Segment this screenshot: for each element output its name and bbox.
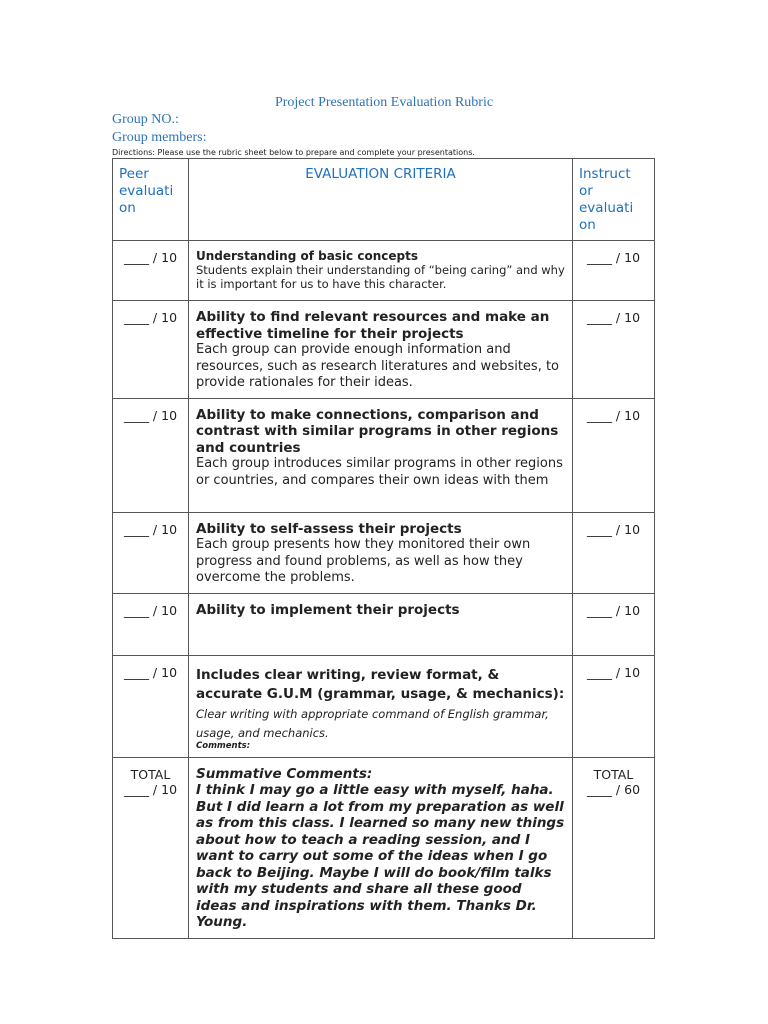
instructor-score: ____ / 10	[573, 655, 655, 757]
instructor-score: ____ / 10	[573, 512, 655, 593]
criterion-description: Clear writing with appropriate command of English grammar, usage, and mechanics.	[196, 706, 549, 740]
group-number-label: Group NO.:	[112, 112, 179, 127]
criterion-cell	[189, 512, 573, 593]
table-row	[113, 398, 655, 512]
group-members-label: Group members:	[112, 130, 207, 145]
document-title: Project Presentation Evaluation Rubric	[274, 95, 494, 110]
criterion-description: Students explain their understanding of “being caring” and why it is important for us to have this character.	[196, 263, 565, 291]
peer-total-score: ____ / 10	[123, 781, 178, 797]
criterion-heading: Understanding of basic concepts	[196, 249, 418, 263]
table-row	[113, 655, 655, 757]
peer-score: ____ / 10	[113, 301, 189, 399]
peer-score: ____ / 10	[113, 593, 189, 655]
peer-score: ____ / 10	[113, 398, 189, 512]
peer-total-cell	[113, 757, 189, 938]
header-row	[113, 159, 655, 241]
criterion-heading: Ability to make connections, comparison and contrast with similar programs in other regions and countries	[196, 406, 559, 456]
criterion-cell	[189, 301, 573, 399]
summative-comments-heading: Summative Comments:	[196, 765, 373, 782]
instructor-total-label: TOTAL	[593, 766, 634, 782]
directions-text: Directions: Please use the rubric sheet below to prepare and complete your presentations.	[112, 148, 475, 157]
instructor-score: ____ / 10	[573, 593, 655, 655]
criterion-heading: Ability to find relevant resources and make an effective timeline for their projects	[196, 309, 550, 342]
peer-score: ____ / 10	[113, 512, 189, 593]
instructor-score: ____ / 10	[573, 301, 655, 399]
table-row	[113, 241, 655, 301]
instructor-score: ____ / 10	[573, 241, 655, 301]
criterion-cell	[189, 655, 573, 757]
table-row	[113, 301, 655, 399]
criterion-cell	[189, 593, 573, 655]
criterion-description: Each group presents how they monitored their own progress and found problems, as well as how they overcome the problems.	[196, 537, 531, 585]
peer-score: ____ / 10	[113, 655, 189, 757]
criterion-cell	[189, 398, 573, 512]
criterion-description: Each group can provide enough information and resources, such as research literatures and websites, to provide rationales for their ideas.	[196, 342, 560, 390]
comments-label: Comments:	[196, 740, 251, 751]
table-row	[113, 512, 655, 593]
evaluation-criteria-header: EVALUATION CRITERIA	[189, 159, 573, 241]
peer-score: ____ / 10	[113, 241, 189, 301]
summative-comments-cell	[189, 757, 573, 938]
instructor-total-cell	[573, 757, 655, 938]
criterion-heading: Includes clear writing, review format, & accurate G.U.M (grammar, usage, & mechanics):	[196, 666, 565, 702]
peer-total-label: TOTAL	[130, 766, 171, 782]
rubric-table	[112, 158, 655, 939]
summative-comments-text: I think I may go a little easy with myself, haha. But I did learn a lot from my preparation as well as from this class. I learned so many new things about how to teach a reading session, and I want to carry out some of the ideas when I go back to Beijing. Maybe I will do book/film talks with my students and share all these good ideas and inspirations with them. Thanks Dr. Young.	[196, 782, 565, 930]
criterion-heading: Ability to implement their projects	[196, 601, 460, 618]
table-row	[113, 593, 655, 655]
total-row	[113, 757, 655, 938]
criterion-cell	[189, 241, 573, 301]
criterion-description: Each group introduces similar programs in other regions or countries, and compares their own ideas with them	[196, 456, 563, 488]
instructor-score: ____ / 10	[573, 398, 655, 512]
criterion-heading: Ability to self-assess their projects	[196, 520, 462, 537]
instructor-total-score: ____ / 60	[586, 781, 641, 797]
instructor-evaluation-header: Instruct or evaluati on	[573, 159, 655, 241]
peer-evaluation-header: Peer evaluati on	[113, 159, 189, 241]
